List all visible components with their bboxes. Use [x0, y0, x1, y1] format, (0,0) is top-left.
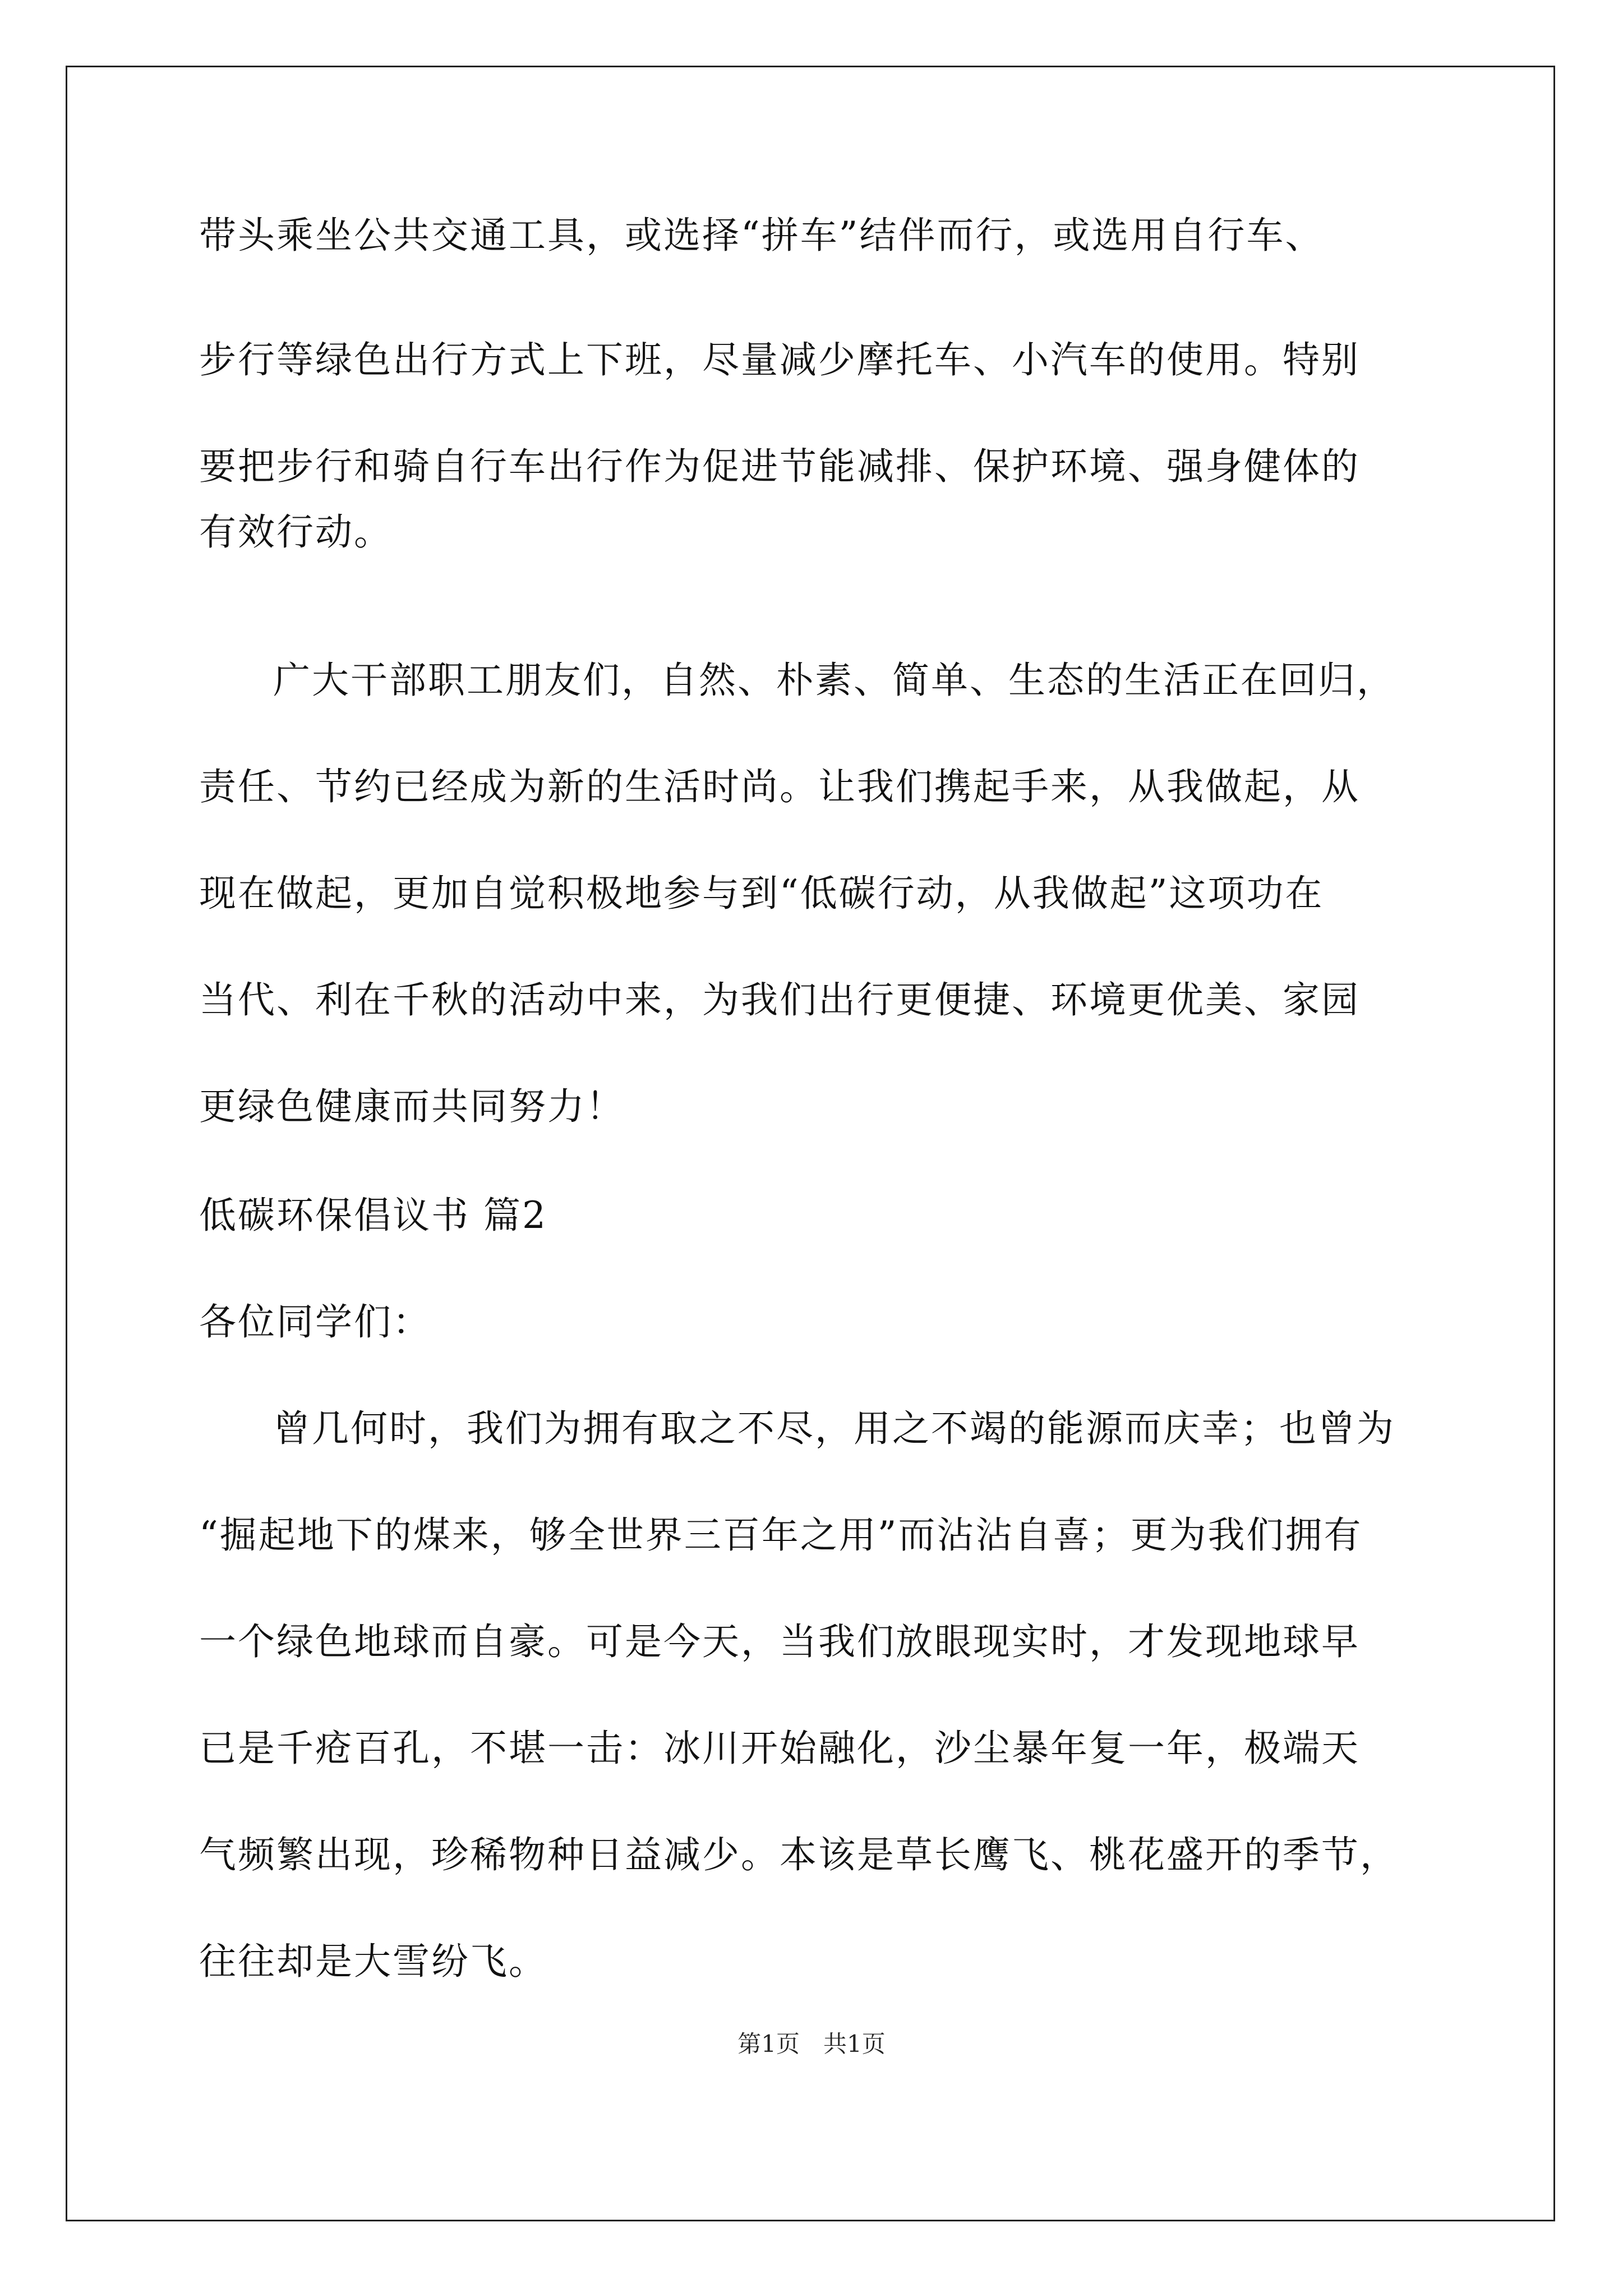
body-line: 往往却是大雪纷飞。: [199, 1940, 547, 1983]
body-line: “掘起地下的煤来，够全世界三百年之用”而沾沾自喜；更为我们拥有: [199, 1513, 1363, 1557]
body-line: 要把步行和骑自行车出行作为促进节能减排、保护环境、强身健体的: [199, 445, 1360, 488]
body-line: 现在做起，更加自觉积极地参与到“低碳行动，从我做起”这项功在: [199, 872, 1324, 915]
body-line: 带头乘坐公共交通工具，或选择“拼车”结伴而行，或选用自行车、: [199, 214, 1324, 257]
body-line: 责任、节约已经成为新的生活时尚。让我们携起手来，从我做起，从: [199, 765, 1360, 808]
page-footer: 第1页 共1页: [737, 2030, 886, 2058]
body-line: 有效行动。: [199, 510, 393, 554]
body-line: 步行等绿色出行方式上下班，尽量减少摩托车、小汽车的使用。特别: [199, 338, 1360, 381]
body-line: 广大干部职工朋友们，自然、朴素、简单、生态的生活正在回归，: [273, 659, 1395, 702]
section-heading: 低碳环保倡议书 篇2: [199, 1194, 547, 1237]
body-line: 当代、利在千秋的活动中来，为我们出行更便捷、环境更优美、家园: [199, 978, 1360, 1022]
body-line: 更绿色健康而共同努力！: [199, 1085, 625, 1128]
body-line: 一个绿色地球而自豪。可是今天，当我们放眼现实时，才发现地球早: [199, 1620, 1360, 1663]
page-border: [66, 66, 1555, 2221]
body-line: 气频繁出现，珍稀物种日益减少。本该是草长鹰飞、桃花盛开的季节，: [199, 1833, 1399, 1876]
body-line: 已是千疮百孔，不堪一击：冰川开始融化，沙尘暴年复一年，极端天: [199, 1727, 1360, 1770]
body-line: 曾几何时，我们为拥有取之不尽，用之不竭的能源而庆幸；也曾为: [273, 1407, 1395, 1450]
salutation: 各位同学们：: [199, 1300, 431, 1343]
